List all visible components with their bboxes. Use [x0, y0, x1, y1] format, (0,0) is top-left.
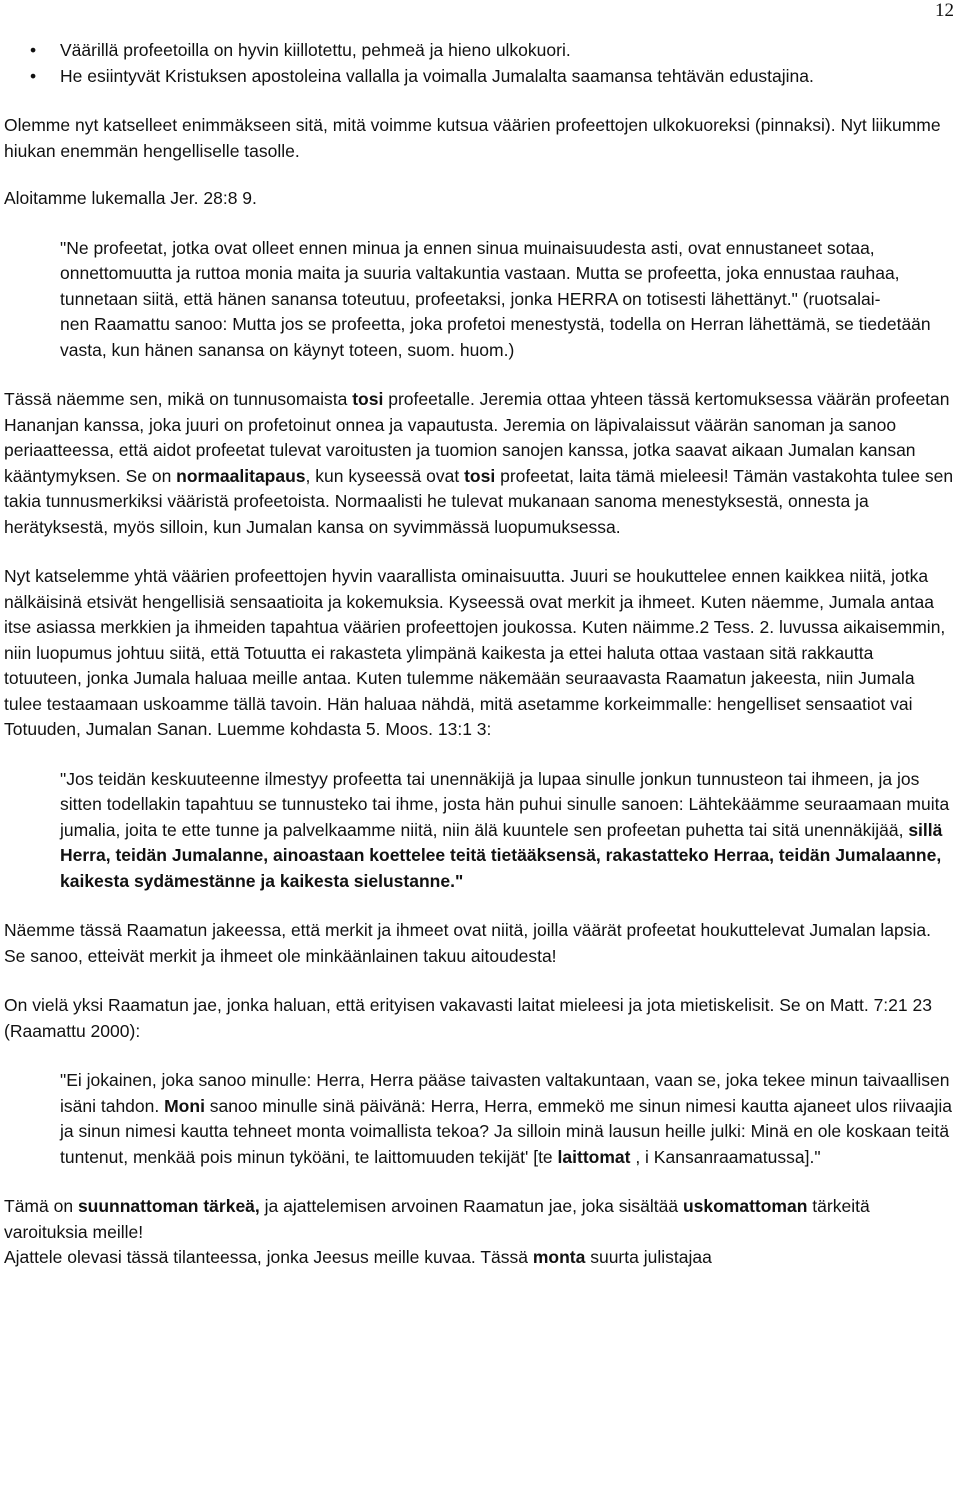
- quote-jeremiah: "Ne profeetat, jotka ovat olleet ennen minua ja ennen sinua muinaisuudesta asti, ovat ennustaneet sotaa, onnettomuutta ja ruttoa monia maita ja suuria valtakuntia vastaan. Mutta se profeetta, joka ennustaa rauhaa, tunnetaan siitä, että hänen sanansa toteutuu, profeetaksi, jonka HERRA on totisesti lähettänyt." (ruotsalai- nen Raamattu sanoo: Mutta jos se profeetta, joka profetoi menestystä, todella on Herran lähettämä, se tiedetään vasta, kun hänen sanansa on käynyt toteen, suom. huom.): [60, 237, 931, 360]
- quote-deuteronomy: "Jos teidän keskuuteenne ilmestyy profeetta tai unennäkijä ja lupaa sinulle jonkun tunnusteon tai ihmeen, ja jos sitten todellakin tapahtuu se tunnusteko tai ihme, josta hän puhui sinulle sanoen: Lähtekäämme seuraamaan muita jumalia, joita te ette tunne ja palvelkaamme niitä, niin älä kuuntele sen profeetan puhetta tai sitä unennäkijää, sillä Herra, teidän Jumalanne, ainoastaan koettelee teitä tietääksensä, rakastatteko Herraa, teidän Jumalaanne, kaikesta sydämestänne ja kaikesta sielustanne.": [60, 768, 950, 891]
- paragraph-imagine: Ajattele olevasi tässä tilanteessa, jonka Jeesus meille kuvaa. Tässä monta suurta julistajaa: [4, 1247, 712, 1267]
- bullet-list: [4, 38, 954, 89]
- document-body: [4, 38, 954, 1271]
- paragraph-reading: Aloitamme lukemalla Jer. 28:8 9.: [4, 188, 257, 208]
- paragraph-signs: Nyt katselemme yhtä väärien profeettojen hyvin vaarallista ominaisuutta. Juuri se houkuttelee ennen kaikkea niitä, jotka nälkäisinä etsivät hengellisiä sensaatioita ja kokemuksia. Kyseessä ovat merkit ja ihmeet. Kuten näemme, Jumala antaa itse asiassa merkkien ja ihmeiden tapahtua väärien profeettojen joukossa. Kuten näimme.2 Tess. 2. luvussa aikaisemmin, niin luopumus johtuu siitä, että Totuutta ei rakasteta ylimpänä kaikesta ja ettei haluta ottaa vastaan sitä rakkautta totuuteen, jonka Jumala haluaa meille antaa. Kuten tulemme näkemään seuraavasta Raamatun jakeesta, niin Jumala tulee testaamaan uskoamme tällä tavoin. Hän haluaa nähdä, mitä asetamme korkeimmalle: hengelliset sensaatiot vai Totuuden, Jumalan Sanan. Luemme kohdasta 5. Moos. 13:1 3:: [4, 566, 946, 739]
- paragraph-important: Tämä on suunnattoman tärkeä, ja ajattelemisen arvoinen Raamatun jae, joka sisältää uskomattoman tärkeitä varoituksia meille!: [4, 1196, 870, 1242]
- paragraph-matthew-intro: On vielä yksi Raamatun jae, jonka haluan, että erityisen vakavasti laitat mieleesi ja jota mietiskelisit. Se on Matt. 7:21 23 (Raamattu 2000):: [4, 995, 932, 1041]
- quote-matthew: "Ei jokainen, joka sanoo minulle: Herra, Herra pääse taivasten valtakuntaan, vaan se, joka tekee minun taivaallisen isäni tahdon. Moni sanoo minulle sinä päivänä: Herra, Herra, emmekö me sinun nimesi kautta ajaneet ulos riivaajia ja sinun nimesi kautta tehneet monta voimallista tekoa? Ja silloin minä lausun heille julki: Minä en ole koskaan teitä tuntenut, menkää pois minun tyköäni, te laittomuuden tekijät' [te laittomat , i Kansanraamatussa].": [60, 1070, 952, 1167]
- paragraph-intro: Olemme nyt katselleet enimmäkseen sitä, mitä voimme kutsua väärien profeettojen ulkokuoreksi (pinnaksi). Nyt liikumme hiukan enemmän hengelliselle tasolle.: [4, 115, 941, 161]
- page-number: 12: [935, 0, 954, 21]
- bullet-item: • Väärillä profeetoilla on hyvin kiillotettu, pehmeä ja hieno ulkokuori.: [4, 38, 954, 64]
- paragraph-true-prophet: Tässä näemme sen, mikä on tunnusomaista tosi profeetalle. Jeremia ottaa yhteen tässä kertomuksessa väärän profeetan Hananjan kanssa, joka juuri on profetoinut onnea ja vapautusta. Jeremia on läpivalaissut väärän sanoman ja sanoo periaatteessa, että aidot profeetat tulevat varoitusten ja tuomion sanojen kanssa, jotka saavat aikaan Jumalan kansan kääntymyksen. Se on normaalitapaus, kun kyseessä ovat tosi profeetat, laita tämä mieleesi! Tämän vastakohta tulee sen takia tunnusmerkiksi vääristä profeetoista. Normaalisti he tulevat mukanaan sanoma menestyksestä, onnesta ja herätyksestä, myös silloin, kun Jumalan kansa on syvimmässä luopumuksessa.: [4, 389, 954, 537]
- bullet-item: • He esiintyvät Kristuksen apostoleina vallalla ja voimalla Jumalalta saamansa tehtävän edustajina.: [4, 64, 954, 90]
- paragraph-signs-conclusion: Näemme tässä Raamatun jakeessa, että merkit ja ihmeet ovat niitä, joilla väärät profeetat houkuttelevat Jumalan lapsia. Se sanoo, etteivät merkit ja ihmeet ole minkäänlainen takuu aitoudesta!: [4, 920, 932, 966]
